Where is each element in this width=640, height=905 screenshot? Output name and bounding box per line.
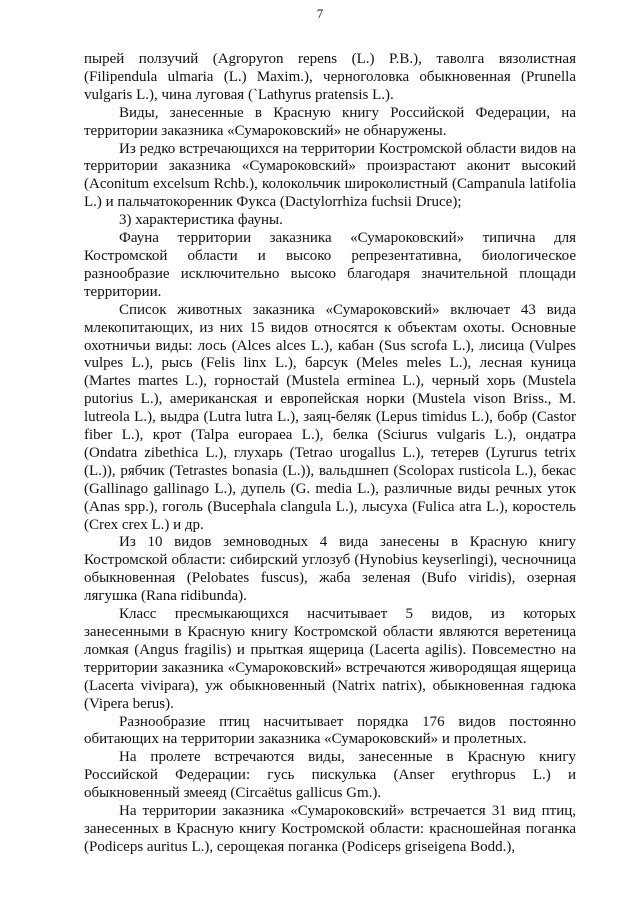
paragraph: Из редко встречающихся на территории Костромской области видов на территории заказника «Сумароковский» произрастают аконит высокий (Aconitum excelsum Rchb.), колокольчик широколистный (Campanula latifolia L.) и пальчатокоренник Фукса (Dactylorrhiza fuchsii Druce); — [84, 140, 576, 211]
paragraph: Разнообразие птиц насчитывает порядка 176 видов постоянно обитающих на территории заказника «Сумароковский» и пролетных. — [84, 713, 576, 748]
paragraph: На пролете встречаются виды, занесенные в Красную книгу Российской Федерации: гусь пискулька (Anser erythropus L.) и обыкновенный змееяд (Circaëtus gallicus Gm.). — [84, 749, 576, 802]
paragraph: На территории заказника «Сумароковский» встречается 31 вид птиц, занесенных в Красную книгу Костромской области: красношейная поганка (Podiceps auritus L.), серощекая поганка (Podiceps griseigena Bodd.), — [84, 803, 576, 855]
paragraph: пырей ползучий (Agropyron repens (L.) P.B.), таволга вязолистная (Filipendula ulmaria (L.) Maxim.), черноголовка обыкновенная (Prunella vulgaris L.), чина луговая (`Lathyrus pratensis L.). — [84, 51, 576, 103]
body-text — [84, 51, 576, 857]
paragraph: Список животных заказника «Сумароковский» включает 43 вида млекопитающих, из них 15 видов относятся к объектам охоты. Основные охотничьи виды: лось (Alces alces L.), кабан (Sus scrofa L.), лисица (Vulpes vulpes L.), рысь (Felis linx L.), барсук (Meles meles L.), лесная куница (Martes martes L.), горностай (Mustela erminea L.), черный хорь (Mustela putorius L.), американская и европейская норки (Mustela vison Briss., M. lutreola L.), выдра (Lutra lutra L.), заяц-беляк (Lepus timidus L.), бобр (Castor fiber L.), крот (Talpa europaea L.), белка (Sciurus vulgaris L.), ондатра (Ondatra zibethica L.), глухарь (Tetrao urogallus L.), тетерев (Lyrurus tetrix (L.)), рябчик (Tetrastes bonasia (L.)), вальдшнеп (Scolopax rusticola L.), бекас (Gallinago gallinago L.), дупель (G. media L.), различные виды речных уток (Anas spp.), гоголь (Bucephala clangula L.), лысуха (Fulica atra L.), коростель (Crex crex L.) и др. — [84, 301, 576, 533]
paragraph: Класс пресмыкающихся насчитывает 5 видов, из которых занесенными в Красную книгу Костромской области являются веретеница ломкая (Angus fragilis) и прыткая ящерица (Lacerta agilis). Повсеместно на территории заказника «Сумароковский» встречаются живородящая ящерица (Lacerta vivipara), уж обыкновенный (Natrix natrix), обыкновенная гадюка (Vipera berus). — [84, 606, 576, 712]
paragraph: 3) характеристика фауны. — [119, 212, 283, 229]
paragraph: Из 10 видов земноводных 4 вида занесены в Красную книгу Костромской области: сибирский углозуб (Hynobius keyserlingi), чесночница обыкновенная (Pelobates fuscus), жаба зеленая (Bufo viridis), озерная лягушка (Rana ridibunda). — [84, 534, 576, 605]
page-number: 7 — [316, 6, 324, 21]
paragraph: Виды, занесенные в Красную книгу Российской Федерации, на территории заказника «Сумароковский» не обнаружены. — [84, 104, 576, 139]
paragraph: Фауна территории заказника «Сумароковский» типична для Костромской области и высоко репрезентативна, биологическое разнообразие исключительно высоко благодаря значительной площади территории. — [84, 230, 576, 300]
